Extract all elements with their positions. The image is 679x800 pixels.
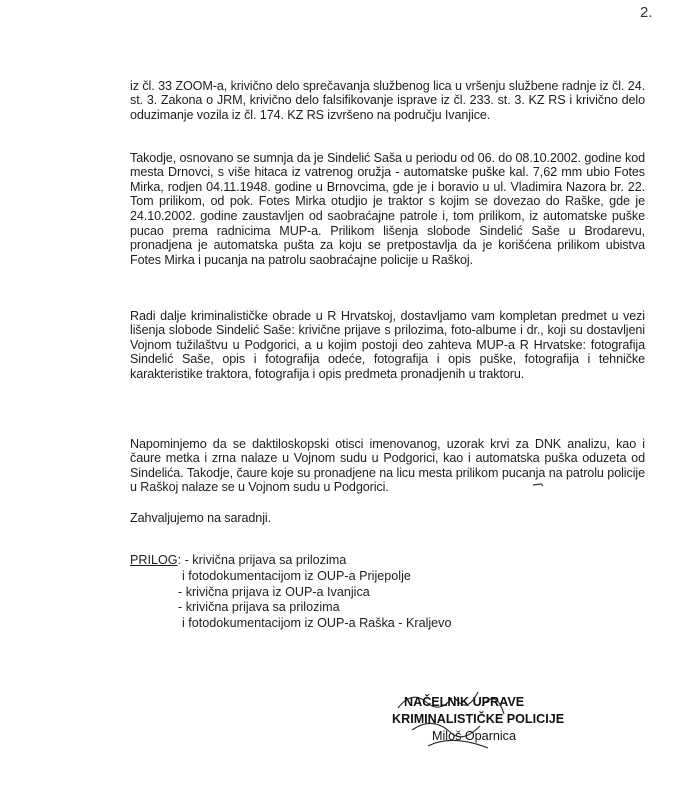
attachments-first-line — [130, 553, 451, 569]
attachment-item: - krivična prijava sa prilozima — [184, 553, 347, 567]
signature-title-line2: KRIMINALISTIČKE POLICIJE — [392, 712, 565, 726]
closing-line: Zahvaljujemo na saradnji. — [130, 510, 272, 525]
attachments-separator: : — [177, 553, 185, 567]
attachment-item: i fotodokumentacijom iz OUP-a Raška - Kraljevo — [182, 616, 452, 631]
ink-speck-mark — [532, 482, 544, 488]
attachments-label: PRILOG — [130, 553, 178, 567]
attachment-item: - krivična prijava iz OUP-a Ivanjica — [178, 584, 370, 599]
paragraph-2: Takodje, osnovano se sumnja da je Sindelić Saša u periodu od 06. do 08.10.2002. godine kod mesta Drnovci, s više hitaca iz vatrenog oružja - automatske puške kal. 7,62 mm ubio Fotes Mirka, rodjen 04.11.1948. godine u Brnovcima, gde je i boravio u ul. Vladimira Nazora br. 22. Tom prilikom, od pok. Fotes Mirka otudjio je traktor s kojim se dovezao do Raške, gde je 24.10.2002. godine zaustavljen od saobraćajne patrole i, tom prilikom, iz automatske puške pucao prema radnicima MUP-a. Prilikom lišenja slobode Sindelić Saše u Brodarevu, pronadjena je automatska pušta za koju se pretpostavlja da je korišćena prilikom ubistva Fotes Mirka i pucanja na patrolu saobraćajne policije u Raškoj. — [130, 150, 645, 267]
paragraph-3: Radi dalje kriminalističke obrade u R Hrvatskoj, dostavljamo vam kompletan predmet u vezi lišenja slobode Sindelić Saše: krivične prijave s prilozima, foto-albume i dr., koji su dostavljeni Vojnom tužilaštvu u Podgorici, a u kojim postoji deo zahteva MUP-a R Hrvatske: fotografija Sindelić Saše, opis i fotografija odeće, fotografija i opis puške, fotografija i tehničke karakteristike traktora, fotografija i opis predmeta pronadjenih u traktoru. — [130, 308, 645, 381]
page-number: 2. — [640, 4, 653, 21]
attachment-item: i fotodokumentacijom iz OUP-a Prijepolje — [182, 568, 411, 583]
attachments-block — [130, 553, 451, 632]
signatory-name: Miloš Oparnica — [432, 729, 516, 743]
attachment-item: - krivična prijava sa prilozima — [178, 600, 340, 615]
signature-title-line1: NAČELNIK UPRAVE — [404, 695, 525, 709]
paragraph-1: iz čl. 33 ZOOM-a, krivično delo sprečavanja službenog lica u vršenju službene radnje iz čl. 24. st. 3. Zakona o JRM, krivično delo falsifikovanje isprave iz čl. 233. st. 3. KZ RS i krivično delo oduzimanje vozila iz čl. 174. KZ RS izvršeno na području Ivanjice. — [130, 78, 645, 122]
paragraph-4: Napominjemo da se daktiloskopski otisci imenovanog, uzorak krvi za DNK analizu, kao i čaure metka i zrna nalaze u Vojnom sudu u Podgorici, kao i automatska puška oduzeta od Sindelića. Takodje, čaure koje su pronadjene na licu mesta prilikom pucanja na patrolu policije u Raškoj nalaze se u Vojnom sudu u Podgorici. — [130, 436, 645, 495]
handwritten-signature — [392, 686, 552, 756]
